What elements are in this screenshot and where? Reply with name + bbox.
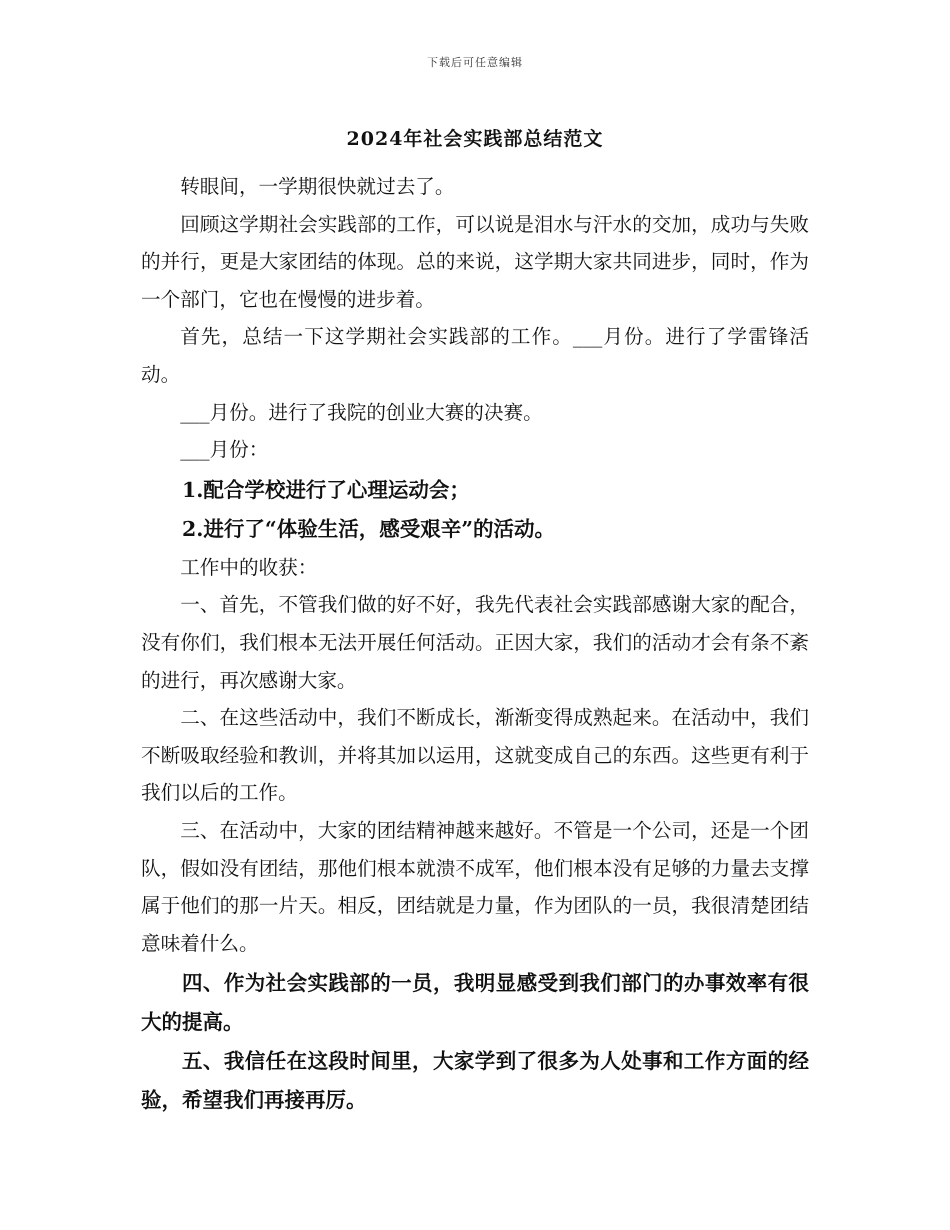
list-item-experience-life: 2.进行了“体验生活，感受艰辛”的活动。 <box>182 516 555 541</box>
paragraph-first-month: 首先，总结一下这学期社会实践部的工作。___月份。进行了学雷锋活动。 <box>141 325 809 386</box>
page-header-note: 下载后可任意编辑 <box>427 56 523 69</box>
document-body <box>141 168 809 1120</box>
paragraph-gains-heading: 工作中的收获： <box>180 555 318 579</box>
paragraph-gain-five: 五、我信任在这段时间里，大家学到了很多为人处事和工作方面的经验，希望我们再接再厉。 <box>141 1049 809 1113</box>
paragraph-gain-three: 三、在活动中，大家的团结精神越来越好。不管是一个公司，还是一个团队，假如没有团结，那他们根本就溃不成军，他们根本没有足够的力量去支撑属于他们的那一片天。相反，团结就是力量，作为团队的一员，我很清楚团结意味着什么。 <box>141 818 809 955</box>
paragraph-second-month: ___月份。进行了我院的创业大赛的决赛。 <box>180 400 543 424</box>
paragraph-gain-two: 二、在这些活动中，我们不断成长，渐渐变得成熟起来。在活动中，我们不断吸取经验和教训，并将其加以运用，这就变成自己的东西。这些更有利于我们以后的工作。 <box>141 706 809 805</box>
paragraph-third-month: ___月份： <box>180 438 269 462</box>
paragraph-gain-one: 一、首先，不管我们做的好不好，我先代表社会实践部感谢大家的配合，没有你们，我们根本无法开展任何活动。正因大家，我们的活动才会有条不紊的进行，再次感谢大家。 <box>141 593 809 692</box>
paragraph-intro: 转眼间，一学期很快就过去了。 <box>180 175 455 198</box>
list-item-psych-games: 1.配合学校进行了心理运动会； <box>182 477 470 502</box>
paragraph-review: 回顾这学期社会实践部的工作，可以说是泪水与汗水的交加，成功与失败的并行，更是大家团结的体现。总的来说，这学期大家共同进步，同时，作为一个部门，它也在慢慢的进步着。 <box>141 212 809 311</box>
document-title: 2024年社会实践部总结范文 <box>346 128 604 150</box>
paragraph-gain-four: 四、作为社会实践部的一员，我明显感受到我们部门的办事效率有很大的提高。 <box>141 971 809 1035</box>
